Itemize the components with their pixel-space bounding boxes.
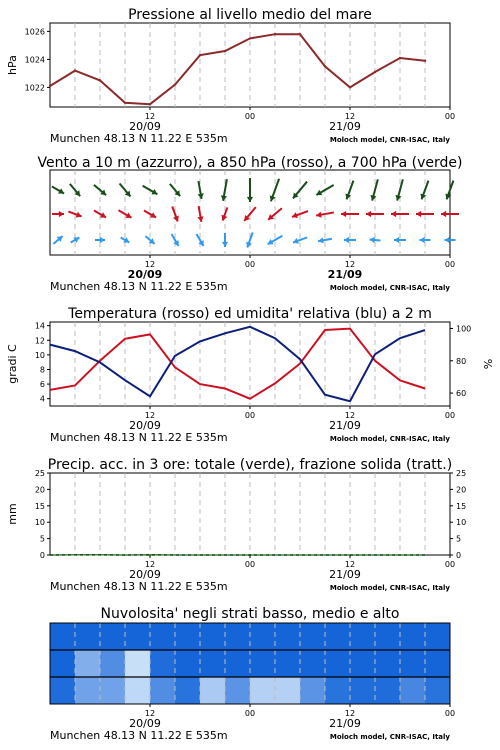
y-right-axis-label: % (482, 358, 495, 370)
credit-label: Moloch model, CNR-ISAC, Italy (329, 136, 450, 144)
location-label: Munchen 48.13 N 11.22 E 535m (50, 132, 228, 145)
pressure-point (224, 50, 226, 52)
x-tick-label: 00 (244, 411, 256, 420)
wind-arrow-head (445, 237, 450, 243)
location-label: Munchen 48.13 N 11.22 E 535m (50, 431, 228, 444)
cloud-cell-basso (350, 677, 376, 705)
pressure-point (424, 60, 426, 62)
x-tick-label: 12 (144, 112, 156, 121)
x-tick-label: 00 (244, 112, 256, 121)
y-tick-label: 10 (34, 518, 45, 528)
wind-arrow-head (416, 211, 421, 217)
cloud-cell-basso (400, 677, 426, 705)
x-tick-label: 00 (444, 260, 456, 269)
y-tick-label: 0 (39, 551, 45, 560)
x-tick-label: 12 (144, 411, 156, 420)
y-tick-label: 1026 (24, 27, 45, 37)
chart-title: Nuvolosita' negli strati basso, medio e alto (100, 606, 400, 622)
cloud-cell-medio (200, 650, 226, 678)
pressure-point (99, 79, 101, 81)
pressure-point (49, 85, 51, 87)
x-tick-label: 00 (444, 411, 456, 420)
cloud-cell-alto (300, 623, 326, 651)
cloud-cell-alto (200, 623, 226, 651)
cloud-cell-medio (425, 650, 451, 678)
cloud-cell-basso (375, 677, 401, 705)
cloud-cell-alto (125, 623, 151, 651)
x-tick-label: 00 (444, 112, 456, 121)
wind-arrow-head (394, 237, 399, 243)
cloud-cell-alto (175, 623, 201, 651)
wind-arrow-head (420, 237, 425, 243)
y-tick-label: 8 (39, 365, 45, 375)
wind-arrow-head (441, 211, 446, 217)
cloud-cell-basso (300, 677, 326, 705)
chart-title: Vento a 10 m (azzurro), a 850 hPa (rosso), a 700 hPa (verde) (37, 155, 463, 171)
y-right-tick-label: 100 (456, 324, 472, 334)
cloud-cell-medio (350, 650, 376, 678)
pressure-point (274, 33, 276, 35)
y-tick-label: 1024 (24, 55, 45, 65)
pressure-point (374, 71, 376, 73)
y-tick-label: 15 (34, 501, 45, 511)
pressure-point (324, 65, 326, 67)
cloud-cell-alto (225, 623, 251, 651)
y-right-tick-label: 0 (456, 551, 462, 560)
date-label: 20/09 (129, 717, 161, 730)
date-label: 20/09 (127, 268, 163, 281)
y-right-tick-label: 60 (456, 389, 467, 399)
wind-chart (37, 155, 462, 293)
credit-label: Moloch model, CNR-ISAC, Italy (329, 435, 450, 443)
date-label: 20/09 (129, 568, 161, 581)
pressure-point (349, 86, 351, 88)
x-tick-label: 12 (144, 260, 156, 269)
cloud-cell-medio (300, 650, 326, 678)
cloud-cell-basso (325, 677, 351, 705)
cloud-cell-alto (350, 623, 376, 651)
temperature-humidity-chart (6, 306, 495, 444)
pressure-point (124, 102, 126, 104)
cloud-cell-basso (250, 677, 276, 705)
wind-arrow-head (341, 211, 346, 217)
cloud-cell-basso (225, 677, 251, 705)
humidity-line (50, 327, 425, 401)
wind-arrow-head (222, 242, 228, 247)
precipitation-chart (6, 457, 466, 593)
pressure-point (149, 103, 151, 105)
cloud-cell-medio (75, 650, 101, 678)
cloud-cell-alto (325, 623, 351, 651)
y-right-tick-label: 15 (456, 501, 467, 511)
date-label: 21/09 (329, 419, 361, 432)
x-tick-label: 12 (344, 260, 356, 269)
wind-arrow-head (344, 237, 349, 243)
cloud-cell-alto (375, 623, 401, 651)
location-label: Munchen 48.13 N 11.22 E 535m (50, 580, 228, 593)
y-right-tick-label: 20 (456, 485, 467, 495)
x-tick-label: 12 (344, 709, 356, 718)
y-axis-label: mm (6, 503, 19, 525)
x-tick-label: 12 (344, 112, 356, 121)
y-right-tick-label: 5 (456, 534, 462, 544)
pressure-chart (6, 7, 455, 145)
date-label: 21/09 (329, 120, 361, 133)
y-tick-label: 5 (39, 534, 45, 544)
y-tick-label: 4 (39, 394, 45, 404)
wind-arrow-head (247, 197, 253, 202)
cloud-cell-medio (150, 650, 176, 678)
temperature-line (50, 329, 425, 399)
y-tick-label: 6 (39, 380, 45, 390)
pressure-point (174, 83, 176, 85)
wind-arrow-head (391, 211, 396, 217)
date-label: 21/09 (327, 268, 363, 281)
location-label: Munchen 48.13 N 11.22 E 535m (50, 280, 228, 293)
chart-title: Precip. acc. in 3 ore: totale (verde), frazione solida (tratt.) (47, 457, 453, 473)
cloud-cell-medio (175, 650, 201, 678)
cloud-cell-basso (275, 677, 301, 705)
cloud-cell-alto (100, 623, 126, 651)
date-label: 21/09 (329, 717, 361, 730)
cloud-cell-basso (425, 677, 451, 705)
cloud-cell-basso (175, 677, 201, 705)
y-axis-label: gradi C (6, 344, 19, 384)
chart-title: Pressione al livello medio del mare (128, 7, 372, 23)
pressure-point (249, 37, 251, 39)
cloud-cell-medio (325, 650, 351, 678)
cloud-cell-alto (250, 623, 276, 651)
x-tick-label: 12 (344, 560, 356, 569)
credit-label: Moloch model, CNR-ISAC, Italy (329, 733, 450, 741)
wind-arrow-head (370, 237, 375, 243)
pressure-point (299, 33, 301, 35)
cloud-cell-medio (375, 650, 401, 678)
cloud-cell-alto (275, 623, 301, 651)
y-tick-label: 20 (34, 485, 45, 495)
x-tick-label: 00 (444, 709, 456, 718)
cloud-cell-alto (400, 623, 426, 651)
wind-arrow-head (100, 237, 105, 243)
date-label: 20/09 (129, 419, 161, 432)
y-right-tick-label: 80 (456, 356, 467, 366)
x-tick-label: 00 (244, 260, 256, 269)
y-tick-label: 14 (34, 321, 45, 331)
cloud-cell-basso (100, 677, 126, 705)
date-label: 21/09 (329, 568, 361, 581)
pressure-point (399, 57, 401, 59)
y-axis-label: hPa (6, 55, 19, 75)
date-label: 20/09 (129, 120, 161, 133)
y-right-tick-label: 10 (456, 518, 467, 528)
cloud-cell-basso (125, 677, 151, 705)
x-tick-label: 12 (144, 709, 156, 718)
cloud-cell-medio (225, 650, 251, 678)
cloud-cover-chart (50, 606, 455, 742)
cloud-cell-medio (275, 650, 301, 678)
x-tick-label: 00 (244, 560, 256, 569)
y-tick-label: 12 (34, 336, 45, 346)
cloud-cell-alto (50, 623, 76, 651)
cloud-cell-basso (150, 677, 176, 705)
credit-label: Moloch model, CNR-ISAC, Italy (329, 284, 450, 292)
pressure-point (74, 69, 76, 71)
cloud-cell-alto (75, 623, 101, 651)
x-tick-label: 00 (244, 709, 256, 718)
y-tick-label: 25 (34, 469, 45, 478)
cloud-cell-medio (250, 650, 276, 678)
cloud-cell-basso (200, 677, 226, 705)
y-right-tick-label: 25 (456, 469, 467, 478)
y-tick-label: 10 (34, 350, 45, 360)
chart-title: Temperatura (rosso) ed umidita' relativa (blu) a 2 m (68, 306, 432, 322)
location-label: Munchen 48.13 N 11.22 E 535m (50, 729, 228, 742)
cloud-cell-alto (425, 623, 451, 651)
cloud-cell-medio (50, 650, 76, 678)
cloud-cell-medio (400, 650, 426, 678)
cloud-cell-basso (75, 677, 101, 705)
x-tick-label: 00 (444, 560, 456, 569)
x-tick-label: 12 (144, 560, 156, 569)
cloud-cell-medio (100, 650, 126, 678)
cloud-cell-basso (50, 677, 76, 705)
pressure-point (199, 54, 201, 56)
pressure-line (50, 34, 425, 104)
cloud-cell-alto (150, 623, 176, 651)
wind-arrow-head (366, 211, 371, 217)
credit-label: Moloch model, CNR-ISAC, Italy (329, 584, 450, 592)
x-tick-label: 12 (344, 411, 356, 420)
cloud-cell-medio (125, 650, 151, 678)
y-tick-label: 1022 (24, 83, 45, 93)
wind-arrow-head (59, 211, 64, 217)
